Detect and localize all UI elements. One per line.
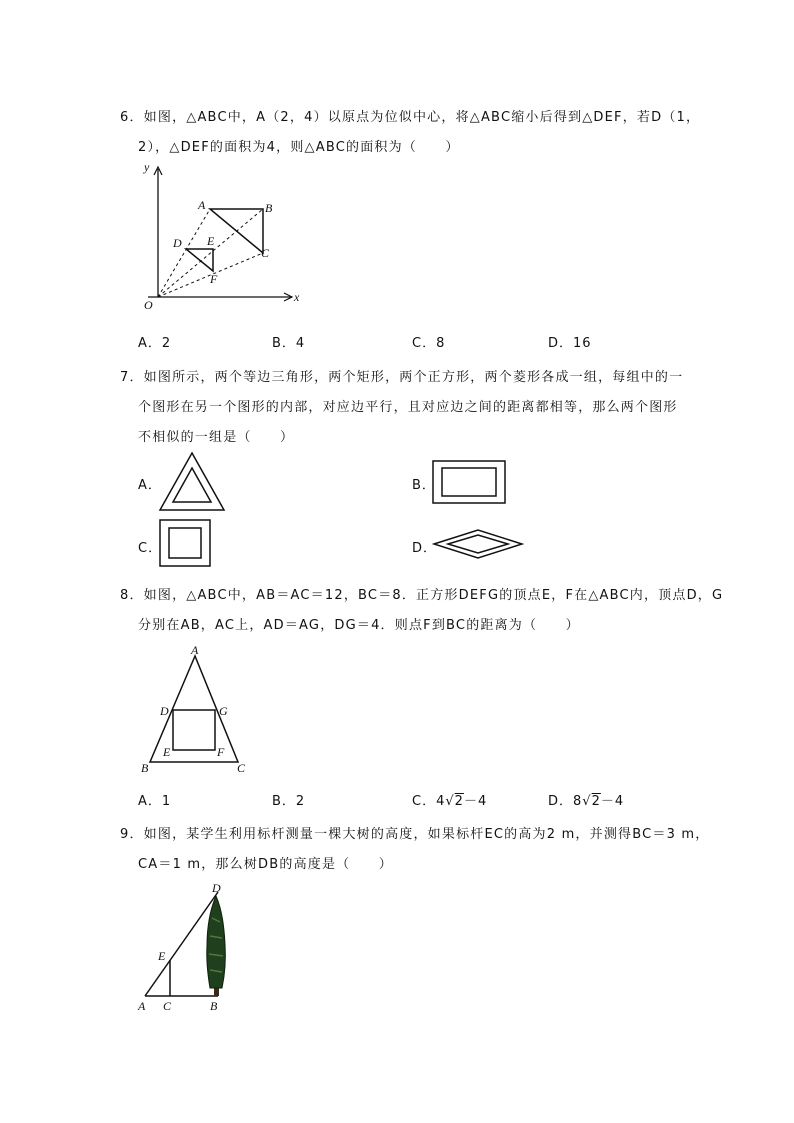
sqrt-icon: √ <box>582 794 592 809</box>
q8-stem-line2: 分别在AB，AC上，AD＝AG，DG＝4．则点F到BC的距离为（ ） <box>138 618 580 633</box>
q6-option-b: B．4 <box>272 336 306 351</box>
q6-stem-line1: 6．如图，△ABC中，A（2，4）以原点为位似中心，将△ABC缩小后得到△DEF，若D（1， <box>120 110 701 125</box>
q6-stem-line2: 2），△DEF的面积为4，则△ABC的面积为（ ） <box>138 140 460 155</box>
q7-stem-line1: 7．如图所示，两个等边三角形，两个矩形，两个正方形，两个菱形各成一组，每组中的一 <box>120 370 684 385</box>
label-g: G <box>219 704 228 718</box>
label-b: B <box>210 999 218 1013</box>
label-c: C <box>261 246 270 260</box>
label-a: A <box>138 999 146 1013</box>
q7-option-b: B． <box>412 478 436 493</box>
q8-option-b: B．2 <box>272 794 306 809</box>
q6-option-d: D．16 <box>548 336 592 351</box>
q9-stem-line2: CA＝1 m，那么树DB的高度是（ ） <box>138 857 393 872</box>
q9-figure <box>130 878 250 1018</box>
label-o: O <box>144 298 153 312</box>
label-e: E <box>158 949 166 963</box>
tree-icon <box>207 896 226 996</box>
label-d: D <box>212 881 221 895</box>
label-a: A <box>191 643 199 657</box>
q8-option-d-tail: －4 <box>600 794 625 809</box>
q8-stem-line1: 8．如图，△ABC中，AB＝AC＝12，BC＝8．正方形DEFG的顶点E，F在△ABC内，顶点D，G <box>120 588 724 603</box>
q7-figure-c-squares <box>158 518 214 570</box>
label-f: F <box>210 272 218 286</box>
q8-option-d <box>548 790 624 809</box>
q8-option-c-tail: －4 <box>463 794 488 809</box>
q7-stem-line2: 个图形在另一个图形的内部，对应边平行，且对应边之间的距离都相等，那么两个图形 <box>138 400 678 415</box>
q7-option-a: A． <box>138 478 162 493</box>
q7-option-c: C． <box>138 541 163 556</box>
q8-option-c-radicand: 2 <box>454 794 464 809</box>
label-x: x <box>294 290 300 304</box>
triangle-def <box>186 249 213 271</box>
q8-option-a: A．1 <box>138 794 172 809</box>
label-b: B <box>141 761 149 775</box>
label-d: D <box>173 236 182 250</box>
q8-option-d-label: D．8 <box>548 794 583 809</box>
label-c: C <box>163 999 172 1013</box>
q7-stem-line3: 不相似的一组是（ ） <box>138 430 295 445</box>
sqrt-icon: √ <box>445 794 455 809</box>
q9-stem-line1: 9．如图，某学生利用标杆测量一棵大树的高度，如果标杆EC的高为2 m，并测得BC＝3 m， <box>120 827 710 842</box>
label-e: E <box>207 234 215 248</box>
q8-figure <box>135 642 255 777</box>
q8-option-c <box>412 790 487 809</box>
q7-option-d: D． <box>412 541 438 556</box>
square-defg <box>173 710 215 750</box>
q7-figure-a-triangles <box>158 450 228 515</box>
label-y: y <box>144 160 150 174</box>
label-d: D <box>160 704 169 718</box>
q7-figure-b-rectangles <box>432 460 508 506</box>
label-f: F <box>217 745 225 759</box>
label-c: C <box>237 761 246 775</box>
q8-option-c-label: C．4 <box>412 794 446 809</box>
q6-figure <box>130 155 310 320</box>
q6-option-c: C．8 <box>412 336 446 351</box>
q6-option-a: A．2 <box>138 336 172 351</box>
label-a: A <box>198 198 206 212</box>
label-e: E <box>163 745 171 759</box>
label-b: B <box>265 201 273 215</box>
q7-figure-d-rhombuses <box>432 528 524 560</box>
q8-option-d-radicand: 2 <box>591 794 601 809</box>
